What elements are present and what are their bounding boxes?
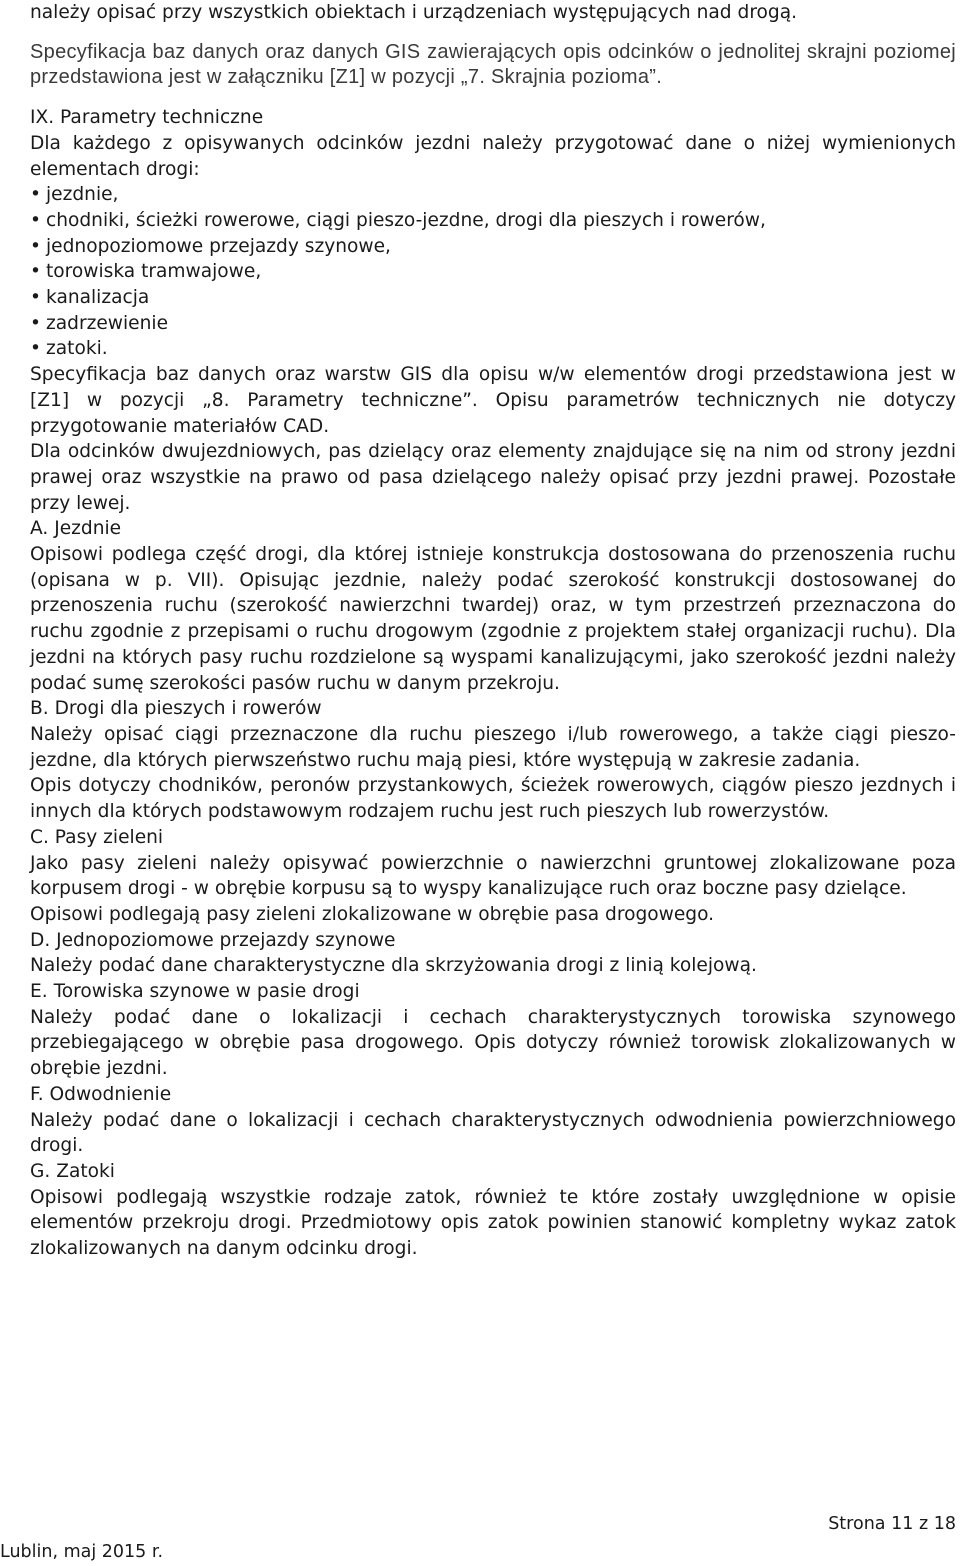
subsection-b — [30, 696, 956, 825]
subsection-paragraph: Należy podać dane o lokalizacji i cechach charakterystycznych odwodnienia powierzchniowego drogi. — [30, 1109, 956, 1157]
list-item — [30, 259, 956, 285]
page-of: z — [918, 1514, 929, 1534]
page-total: 18 — [933, 1514, 956, 1534]
subsection-heading: B. Drogi dla pieszych i rowerów — [30, 698, 322, 720]
subsection-heading: G. Zatoki — [30, 1160, 115, 1182]
subsection-heading: F. Odwodnienie — [30, 1083, 172, 1105]
list-item — [30, 208, 956, 234]
list-item-text: jezdnie, — [46, 184, 119, 206]
subsection-paragraph: Jako pasy zieleni należy opisywać powierzchnie o nawierzchni gruntowej zlokalizowane poza korpusem drogi - w obrębie korpusu są to wyspy kanalizujące ruch oraz boczne pasy dzielące. — [30, 852, 956, 900]
bullet-icon: • — [30, 209, 41, 231]
element-list — [30, 182, 956, 362]
list-item-text: torowiska tramwajowe, — [46, 261, 262, 283]
subsection-f — [30, 1082, 956, 1159]
spec-paragraph: Specyfikacja baz danych oraz warstw GIS dla opisu w/w elementów drogi przedstawiona jest w [Z1] w pozycji „8. Parametry techniczne”. Opisu parametrów technicznych nie dotyczy przygotowanie materiałów CAD. — [30, 364, 956, 437]
bullet-icon: • — [30, 261, 41, 283]
document-page — [30, 0, 956, 1262]
bullet-icon: • — [30, 312, 41, 334]
spacer — [30, 26, 956, 40]
subsection-g — [30, 1159, 956, 1262]
subsection-paragraph: Opisowi podlegają wszystkie rodzaje zatok, również te które zostały uwzględnione w opisie elementów przekroju drogi. Przedmiotowy opis zatok powinien stanowić kompletny wykaz zatok zlokalizowanych na danym odcinku drogi. — [30, 1186, 956, 1260]
subsection-c — [30, 825, 956, 928]
list-item — [30, 234, 956, 260]
list-item-text: jednopoziomowe przejazdy szynowe, — [46, 235, 391, 257]
list-item — [30, 336, 956, 362]
subsection-d — [30, 928, 956, 979]
subsection-paragraph: Opisowi podlega część drogi, dla której istnieje konstrukcja dostosowana do przenoszenia ruchu (opisana w p. VII). Opisując jezdnie, należy podać szerokość konstrukcji dostosowanej do przenoszenia ruchu (szerokość nawierzchni twardej) oraz, w tym przestrzeń przeznaczona do ruchu zgodnie z przepisami o ruchu drogowym (zgodnie z projektem stałej organizacji ruchu). Dla jezdni na których pasy ruchu rozdzielone są wyspami kanalizującymi, jako szerokość jezdni należy podać sumę szerokości pasów ruchu w danym przekroju. — [30, 544, 956, 694]
subsection-a — [30, 516, 956, 696]
subsection-heading: A. Jezdnie — [30, 518, 122, 540]
bullet-icon: • — [30, 235, 41, 257]
section-heading: IX. Parametry techniczne — [30, 107, 264, 129]
list-item — [30, 285, 956, 311]
list-item — [30, 311, 956, 337]
page-label: Strona — [828, 1514, 886, 1534]
bullet-icon: • — [30, 184, 41, 206]
list-item-text: zadrzewienie — [46, 312, 169, 334]
section-intro: Dla każdego z opisywanych odcinków jezdni należy przygotować dane o niżej wymienionych elementach drogi: — [30, 132, 956, 180]
page-number — [828, 1512, 956, 1538]
gis-spec-paragraph: Specyfikacja baz danych oraz danych GIS zawierających opis odcinków o jednolitej skrajni poziomej przedstawiona jest w załączniku [Z1] w pozycji „7. Skrajnia pozioma”. — [30, 40, 956, 89]
dual-carriageway-paragraph: Dla odcinków dwujezdniowych, pas dzielący oraz elementy znajdujące się na nim od strony jezdni prawej oraz wszystkie na prawo od pasa dzielącego należy opisać przy jezdni prawej. Pozostałe przy lewej. — [30, 441, 956, 514]
list-item — [30, 182, 956, 208]
bullet-icon: • — [30, 287, 41, 309]
subsection-heading: D. Jednopoziomowe przejazdy szynowe — [30, 929, 396, 951]
intro-line: należy opisać przy wszystkich obiektach i urządzeniach występujących nad drogą. — [30, 2, 798, 23]
subsection-e — [30, 979, 956, 1082]
bullet-icon: • — [30, 338, 41, 360]
subsection-paragraph: Należy podać dane charakterystyczne dla skrzyżowania drogi z linią kolejową. — [30, 955, 757, 977]
page-current: 11 — [891, 1514, 914, 1534]
place-date: Lublin, maj 2015 r. — [0, 1542, 164, 1562]
list-item-text: kanalizacja — [46, 287, 150, 309]
spacer — [30, 91, 956, 105]
section-parametry-techniczne — [30, 105, 956, 516]
subsection-paragraph: Należy podać dane o lokalizacji i cechach charakterystycznych torowiska szynowego przebiegającego w obrębie pasa drogowego. Opis dotyczy również torowisk zlokalizowanych w obrębie jezdni. — [30, 1006, 956, 1080]
subsection-heading: E. Torowiska szynowe w pasie drogi — [30, 981, 360, 1003]
list-item-text: chodniki, ścieżki rowerowe, ciągi pieszo-jezdne, drogi dla pieszych i rowerów, — [46, 209, 766, 231]
subsection-paragraph: Należy opisać ciągi przeznaczone dla ruchu pieszego i/lub rowerowego, a także ciągi pieszo-jezdne, dla których pierwszeństwo ruchu mają piesi, które występują w zakresie zadania. — [30, 723, 956, 771]
subsection-paragraph: Opisowi podlegają pasy zieleni zlokalizowane w obrębie pasa drogowego. — [30, 903, 715, 925]
list-item-text: zatoki. — [46, 338, 108, 360]
subsection-heading: C. Pasy zieleni — [30, 826, 164, 848]
subsection-paragraph: Opis dotyczy chodników, peronów przystankowych, ścieżek rowerowych, ciągów pieszo jezdnych i innych dla których podstawowym rodzajem ruchu jest ruch pieszych lub rowerzystów. — [30, 775, 956, 823]
